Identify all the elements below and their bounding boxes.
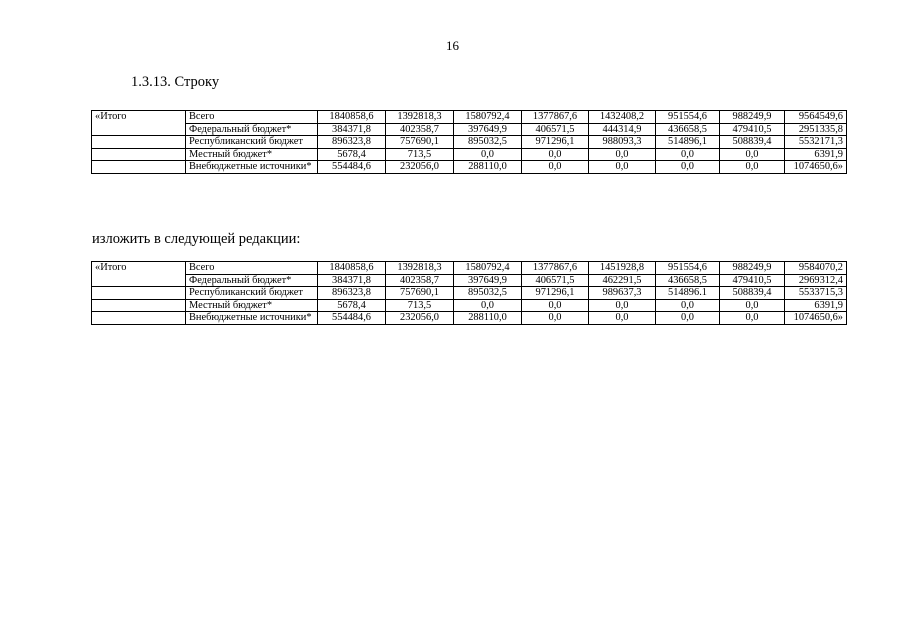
value-cell: 1580792,4 (454, 111, 522, 124)
value-cell: 895032,5 (454, 136, 522, 149)
funding-source-label: Внебюджетные источники* (186, 161, 318, 174)
value-cell: 1451928,8 (589, 262, 656, 275)
value-cell: 0,0 (589, 148, 656, 161)
value-cell: 479410,5 (720, 123, 785, 136)
value-cell: 0,0 (720, 161, 785, 174)
value-cell: 508839,4 (720, 136, 785, 149)
value-cell: 0,0 (720, 148, 785, 161)
value-cell: 951554,6 (656, 262, 720, 275)
value-cell: 514896.1 (656, 287, 720, 300)
total-cell: 9564549,6 (785, 111, 847, 124)
value-cell: 288110,0 (454, 161, 522, 174)
value-cell: 0,0 (522, 312, 589, 325)
value-cell: 554484,6 (318, 161, 386, 174)
new-budget-table (91, 261, 847, 325)
value-cell: 436658,5 (656, 123, 720, 136)
value-cell: 5678,4 (318, 299, 386, 312)
value-cell: 232056,0 (386, 161, 454, 174)
value-cell: 397649,9 (454, 274, 522, 287)
value-cell: 397649,9 (454, 123, 522, 136)
value-cell: 5678,4 (318, 148, 386, 161)
value-cell: 713,5 (386, 148, 454, 161)
value-cell: 1392818,3 (386, 262, 454, 275)
value-cell: 1432408,2 (589, 111, 656, 124)
value-cell: 0,0 (720, 299, 785, 312)
row-header-cell: «Итого (92, 111, 186, 124)
total-cell: 1074650,6» (785, 161, 847, 174)
row-header-spacer (92, 136, 186, 149)
table-row (92, 123, 847, 136)
value-cell: 951554,6 (656, 111, 720, 124)
value-cell: 479410,5 (720, 274, 785, 287)
old-budget-table (91, 110, 847, 174)
value-cell: 232056,0 (386, 312, 454, 325)
value-cell: 0,0 (720, 312, 785, 325)
table-row (92, 111, 847, 124)
value-cell: 0,0 (656, 299, 720, 312)
value-cell: 971296,1 (522, 287, 589, 300)
value-cell: 462291,5 (589, 274, 656, 287)
value-cell: 1392818,3 (386, 111, 454, 124)
value-cell: 0,0 (454, 148, 522, 161)
total-cell: 6391,9 (785, 148, 847, 161)
value-cell: 0,0 (656, 161, 720, 174)
value-cell: 0,0 (522, 299, 589, 312)
funding-source-label: Всего (186, 111, 318, 124)
value-cell: 288110,0 (454, 312, 522, 325)
total-cell: 6391,9 (785, 299, 847, 312)
value-cell: 402358,7 (386, 123, 454, 136)
page-number: 16 (446, 38, 459, 53)
value-cell: 989637,3 (589, 287, 656, 300)
row-header-spacer (92, 312, 186, 325)
funding-source-label: Местный бюджет* (186, 148, 318, 161)
funding-source-label: Республиканский бюджет (186, 287, 318, 300)
section-heading: 1.3.13. Строку (131, 74, 220, 90)
funding-source-label: Местный бюджет* (186, 299, 318, 312)
funding-source-label: Всего (186, 262, 318, 275)
value-cell: 1840858,6 (318, 111, 386, 124)
value-cell: 554484,6 (318, 312, 386, 325)
table-row (92, 161, 847, 174)
table-row (92, 299, 847, 312)
total-cell: 2969312,4 (785, 274, 847, 287)
table-row (92, 136, 847, 149)
value-cell: 1580792,4 (454, 262, 522, 275)
value-cell: 757690,1 (386, 287, 454, 300)
funding-source-label: Федеральный бюджет* (186, 123, 318, 136)
funding-source-label: Внебюджетные источники* (186, 312, 318, 325)
row-header-spacer (92, 148, 186, 161)
value-cell: 0,0 (589, 161, 656, 174)
table-row (92, 148, 847, 161)
value-cell: 0,0 (656, 312, 720, 325)
value-cell: 406571,5 (522, 123, 589, 136)
row-header-spacer (92, 274, 186, 287)
value-cell: 713,5 (386, 299, 454, 312)
table-row (92, 274, 847, 287)
value-cell: 895032,5 (454, 287, 522, 300)
row-header-spacer (92, 161, 186, 174)
row-header-spacer (92, 299, 186, 312)
value-cell: 896323,8 (318, 136, 386, 149)
value-cell: 0,0 (589, 299, 656, 312)
total-cell: 5533715,3 (785, 287, 847, 300)
value-cell: 988249,9 (720, 111, 785, 124)
value-cell: 0,0 (656, 148, 720, 161)
value-cell: 757690,1 (386, 136, 454, 149)
table-row (92, 287, 847, 300)
value-cell: 988249,9 (720, 262, 785, 275)
value-cell: 436658,5 (656, 274, 720, 287)
value-cell: 1840858,6 (318, 262, 386, 275)
value-cell: 1377867,6 (522, 262, 589, 275)
funding-source-label: Республиканский бюджет (186, 136, 318, 149)
value-cell: 406571,5 (522, 274, 589, 287)
value-cell: 896323,8 (318, 287, 386, 300)
value-cell: 508839,4 (720, 287, 785, 300)
value-cell: 444314,9 (589, 123, 656, 136)
amendment-phrase: изложить в следующей редакции: (92, 231, 301, 247)
value-cell: 384371,8 (318, 274, 386, 287)
value-cell: 384371,8 (318, 123, 386, 136)
row-header-spacer (92, 123, 186, 136)
funding-source-label: Федеральный бюджет* (186, 274, 318, 287)
value-cell: 514896,1 (656, 136, 720, 149)
value-cell: 971296,1 (522, 136, 589, 149)
value-cell: 0,0 (522, 148, 589, 161)
row-header-spacer (92, 287, 186, 300)
value-cell: 402358,7 (386, 274, 454, 287)
value-cell: 0,0 (522, 161, 589, 174)
row-header-cell: «Итого (92, 262, 186, 275)
table-row (92, 312, 847, 325)
total-cell: 2951335,8 (785, 123, 847, 136)
total-cell: 9584070,2 (785, 262, 847, 275)
total-cell: 1074650,6» (785, 312, 847, 325)
table-row (92, 262, 847, 275)
value-cell: 988093,3 (589, 136, 656, 149)
total-cell: 5532171,3 (785, 136, 847, 149)
value-cell: 1377867,6 (522, 111, 589, 124)
value-cell: 0,0 (589, 312, 656, 325)
value-cell: 0,0 (454, 299, 522, 312)
